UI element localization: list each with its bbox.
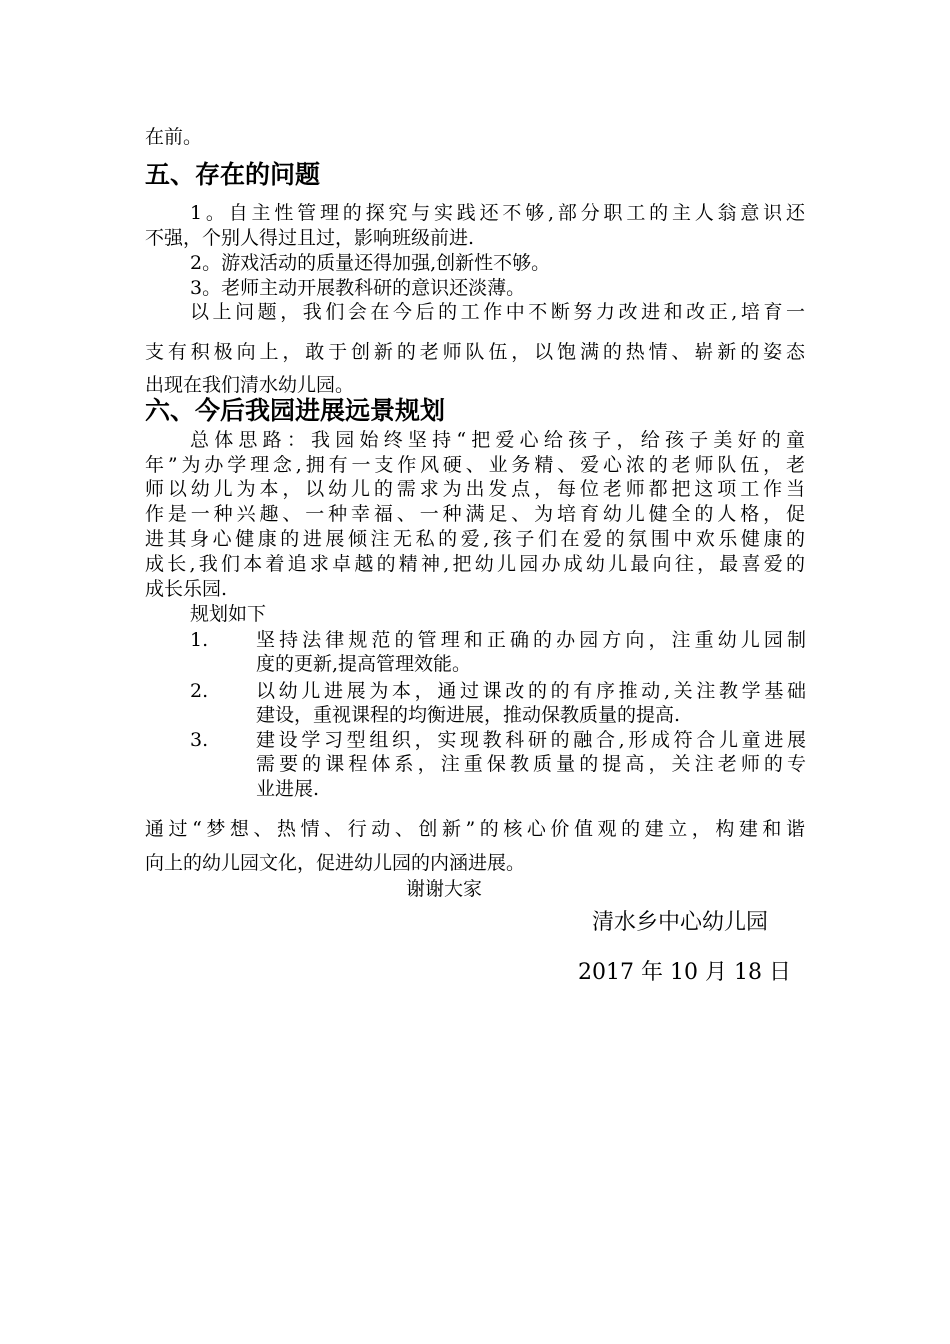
plan-item-3-line-3: 业进展. — [256, 778, 320, 800]
closing-line-1: 通过“梦想、热情、行动、创新”的核心价值观的建立，构建和谐 — [145, 818, 805, 840]
signature-organization: 清水乡中心幼儿园 — [592, 910, 769, 935]
s5-paragraph-4-line-3: 出现在我们清水幼儿园。 — [145, 374, 355, 396]
s6-intro-line-5: 进其身心健康的进展倾注无私的爱,孩子们在爱的氛围中欢乐健康的 — [145, 528, 805, 550]
top-fragment: 在前。 — [145, 126, 203, 148]
s5-paragraph-1-line-1: 1。自主性管理的探究与实践还不够,部分职工的主人翁意识还 — [190, 202, 805, 224]
plan-item-1-line-2: 度的更新,提高管理效能。 — [256, 653, 472, 675]
s5-paragraph-1-line-2: 不强，个别人得过且过，影响班级前进. — [145, 227, 475, 249]
plan-item-number: 3. — [190, 729, 209, 751]
s6-intro-line-7: 成长乐园. — [145, 578, 228, 600]
s5-paragraph-4-line-2: 支有积极向上，敢于创新的老师队伍，以饱满的热情、崭新的姿态 — [145, 341, 805, 363]
plan-item-2-line-2: 建设，重视课程的均衡进展，推动保教质量的提高. — [256, 704, 681, 726]
plan-item-3-line-2: 需要的课程体系，注重保教质量的提高，关注老师的专 — [256, 753, 806, 775]
plan-label: 规划如下 — [190, 603, 267, 625]
section-6-heading: 六、今后我园进展远景规划 — [145, 396, 446, 425]
s6-intro-line-6: 成长,我们本着追求卓越的精神,把幼儿园办成幼儿最向往，最喜爱的 — [145, 553, 805, 575]
s6-intro-line-1: 总体思路：我园始终坚持“把爱心给孩子，给孩子美好的童 — [190, 429, 805, 451]
s6-intro-line-2: 年”为办学理念,拥有一支作风硬、业务精、爱心浓的老师队伍，老 — [145, 454, 805, 476]
plan-item-2-line-1: 以幼儿进展为本，通过课改的的有序推动,关注教学基础 — [256, 680, 806, 702]
plan-item-number: 1. — [190, 629, 209, 651]
s6-intro-line-3: 师以幼儿为本，以幼儿的需求为出发点，每位老师都把这项工作当 — [145, 478, 805, 500]
s6-intro-line-4: 作是一种兴趣、一种幸福、一种满足、为培育幼儿健全的人格，促 — [145, 503, 805, 525]
plan-item-number: 2. — [190, 680, 209, 702]
s5-paragraph-3: 3。老师主动开展教科研的意识还淡薄。 — [190, 277, 526, 299]
section-5-heading: 五、存在的问题 — [145, 160, 321, 189]
closing-line-2: 向上的幼儿园文化，促进幼儿园的内涵进展。 — [145, 852, 526, 874]
thanks-text: 谢谢大家 — [406, 878, 483, 900]
s5-paragraph-4-line-1: 以上问题，我们会在今后的工作中不断努力改进和改正,培育一 — [190, 301, 805, 323]
plan-item-1-line-1: 坚持法律规范的管理和正确的办园方向，注重幼儿园制 — [256, 629, 806, 651]
plan-item-3-line-1: 建设学习型组织，实现教科研的融合,形成符合儿童进展 — [256, 729, 806, 751]
s5-paragraph-2: 2。游戏活动的质量还得加强,创新性不够。 — [190, 252, 551, 274]
signature-date: 2017 年 10 月 18 日 — [578, 960, 791, 985]
